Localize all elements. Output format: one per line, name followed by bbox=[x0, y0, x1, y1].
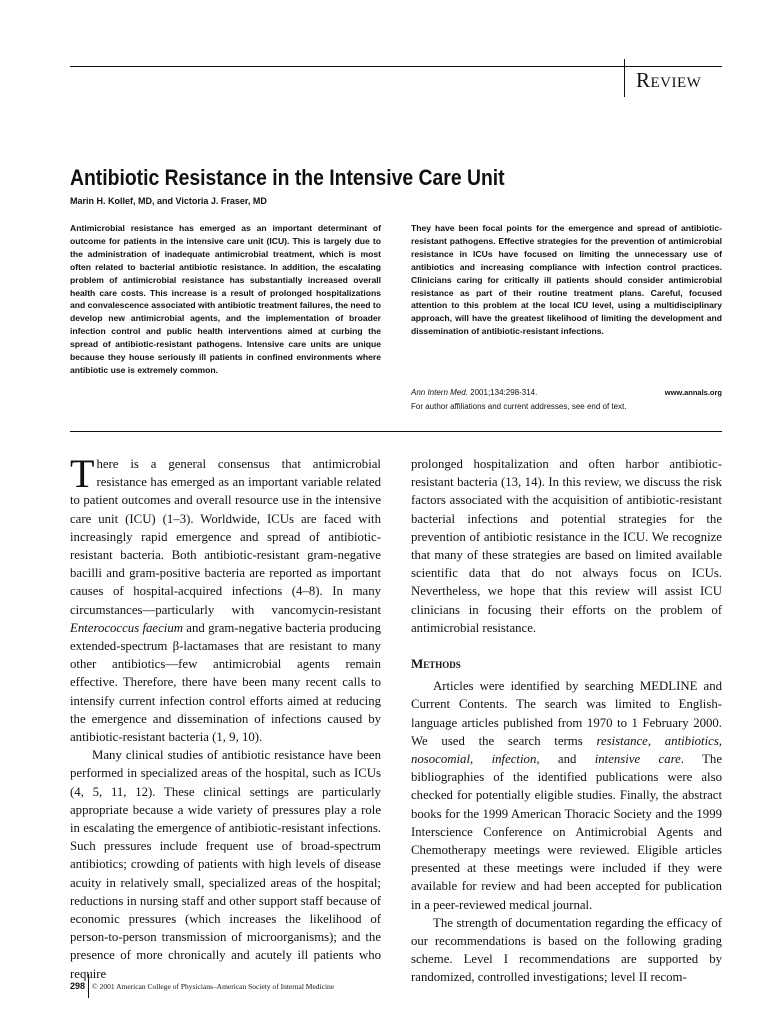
search-term: infection bbox=[491, 752, 537, 767]
article-title: Antibiotic Resistance in the Intensive Care Unit bbox=[70, 165, 505, 190]
search-term: nosocomial bbox=[411, 752, 471, 767]
body-paragraph: prolonged hospitalization and often harbor antibiotic-resistant bacteria (13, 14). In this review, we discuss the risk factors associated with the acquisition of antibiotic-resistant bacterial infections and potential strategies for the prevention of antibiotic resistance in the ICU. We recognize that many of these strategies are based on limited available scientific data that do not always focus on ICUs. Nevertheless, we hope that this review will assist ICU clinicians in focusing their efforts on the problem of antimicrobial resistance. bbox=[411, 457, 722, 635]
body-right-column bbox=[411, 455, 722, 987]
body-paragraph: Articles were identified by searching MEDLINE and Current Contents. The search was limited to English-language articles published from 1970 to 1 February 2000. We used the search terms resistance, antibiotics, nosocomial, infection, and intensive care. The bibliographies of the identified publications were also checked for potentially eligible studies. Finally, the abstract books for the 1999 American Thoracic Society and the 1999 Interscience Conference on Antimicrobial Agents and Chemotherapy meetings were reviewed. Eligible articles presented at these meetings were included if they were available for review and had been accepted for publication in a peer-reviewed medical journal. bbox=[411, 679, 722, 912]
body-paragraph: The strength of documentation regarding the efficacy of our recommendations is based on the following grading scheme. Level I recommendations are supported by randomized, controlled investigations; level II recom- bbox=[411, 915, 722, 985]
abstract-right-column: They have been focal points for the emergence and spread of antibiotic-resistant pathogens. Effective strategies for the prevention of antimicrobial resistance in ICUs have focused on limiting the unnecessary use of antibiotics and increasing compliance with infection control practices. Clinicians caring for critically ill patients should consider antimicrobial resistance as part of their routine treatment plans. Careful, focused attention to this problem at the local ICU level, using a multidisciplinary approach, will have the greatest likelihood of limiting the development and dissemination of antibiotic-resistant infections. bbox=[411, 223, 722, 337]
search-term: resistance bbox=[596, 733, 648, 748]
section-rule bbox=[70, 431, 722, 432]
search-term: antibiotics bbox=[664, 733, 719, 748]
body-paragraph: Many clinical studies of antibiotic resistance have been performed in specialized areas of the hospital, such as ICUs (4, 5, 11, 12). These clinical settings are particularly appropriate because a wide variety of pressures play a role in escalating the emergence of antibiotic-resistant infections. Such pressures include frequent use of broad-spectrum antibiotics; crowding of patients with high levels of disease acuity in relatively small, specialized areas of the hospital; reductions in nursing staff and other support staff because of economic pressures (which increases the likelihood of person-to-person transmission of microorganisms); and the presence of more chronically and acutely ill patients who require bbox=[70, 748, 381, 981]
page-footer bbox=[70, 974, 334, 998]
body-paragraph: There is a general consensus that antimicrobial resistance has emerged as an important variable related to patient outcomes and overall resource use in the intensive care unit (ICU) (1–3). Worldwide, ICUs are faced with increasingly rapid emergence and spread of antibiotic-resistant bacteria. Both antibiotic-resistant gram-negative bacilli and gram-positive bacteria are reported as important causes of hospital-acquired infections (4–8). In many circumstances—particularly with vancomycin-resistant Enterococcus faecium and gram-negative bacteria producing extended-spectrum β-lactamases that are resistant to many other antibiotics—few antimicrobial agents remain effective. Therefore, there have been many recent calls to intensify current infection control efforts aimed at reducing the emergence and dissemination of infections caused by antibiotic-resistant bacteria (1, 9, 10). bbox=[70, 451, 381, 745]
methods-heading: Methods bbox=[411, 656, 461, 672]
copyright-notice: © 2001 American College of Physicians–American Society of Internal Medicine bbox=[92, 981, 335, 991]
journal-website-link[interactable]: www.annals.org bbox=[664, 388, 722, 397]
citation bbox=[411, 388, 537, 397]
footer-divider bbox=[88, 974, 89, 998]
article-authors: Marin H. Kollef, MD, and Victoria J. Fraser, MD bbox=[70, 196, 267, 206]
page-number: 298 bbox=[70, 981, 86, 991]
citation-details: 2001;134:298-314. bbox=[470, 388, 538, 397]
drop-cap: T bbox=[70, 451, 95, 496]
body-left-column bbox=[70, 451, 381, 983]
section-divider bbox=[624, 59, 625, 97]
affiliations-note: For author affiliations and current addresses, see end of text. bbox=[411, 402, 627, 411]
citation-journal: Ann Intern Med. bbox=[411, 388, 468, 397]
section-label: Review bbox=[636, 68, 702, 92]
abstract-left-column: Antimicrobial resistance has emerged as an important determinant of outcome for patients in the intensive care unit (ICU). This is largely due to the administration of inadequate antimicrobial treatment, which is most often related to bacterial antibiotic resistance. In addition, the escalating problem of antimicrobial resistance has substantially increased overall health care costs. This increase is a result of prolonged hospitalizations and convalescence associated with antibiotic treatment failures, the need to develop new antimicrobial agents, and the implementation of broader infection control and public health interventions aimed at curbing the spread of antibiotic-resistant pathogens. Intensive care units are unique because they house seriously ill patients in confined environments where antibiotic use is extremely common. bbox=[70, 223, 381, 375]
citation-row bbox=[411, 388, 722, 397]
organism-name: Enterococcus faecium bbox=[70, 620, 183, 635]
search-term: intensive care bbox=[594, 752, 681, 767]
